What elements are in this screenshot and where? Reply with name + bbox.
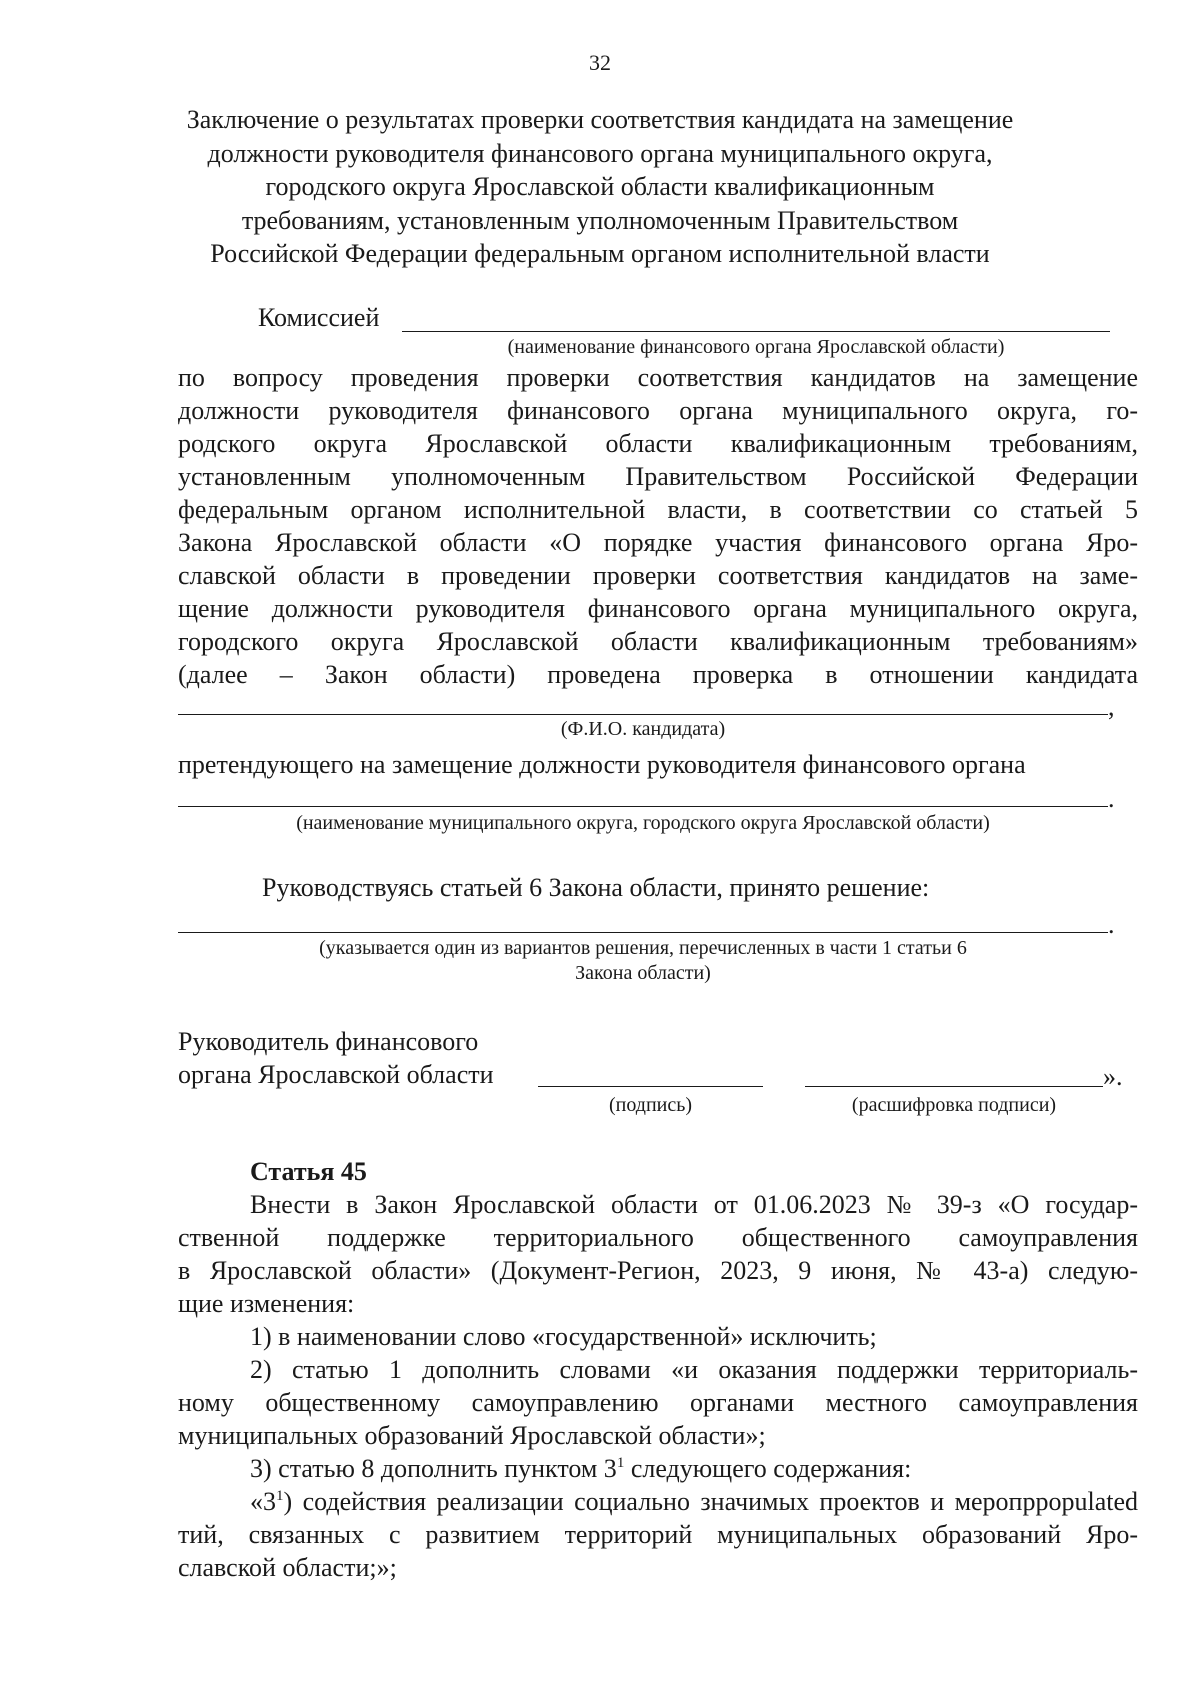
- document-title: [150, 103, 1050, 271]
- quote-open: «3: [250, 1487, 276, 1516]
- body-line: по вопросу проведения проверки соответствия кандидатов на замещение: [178, 363, 1138, 392]
- article-intro-line: ственной поддержке территориального общественного самоуправления: [178, 1223, 1138, 1252]
- decision-caption-line1: (указывается один из вариантов решения, перечисленных в части 1 статьи 6: [319, 937, 967, 959]
- article-item-2-line: муниципальных образований Ярославской области»;: [178, 1421, 766, 1450]
- title-line: требованиям, установленным уполномоченным Правительством: [241, 205, 959, 235]
- municipality-caption: (наименование муниципального округа, городского округа Ярославской области): [296, 812, 990, 834]
- title-line: городского округа Ярославской области квалификационным: [265, 172, 935, 201]
- body-line: городского округа Ярославской области квалификационным требованиям»: [178, 627, 1138, 656]
- decision-lead: Руководствуясь статьей 6 Закона области, принято решение:: [262, 873, 930, 902]
- commission-caption: (наименование финансового органа Ярославской области): [507, 336, 1005, 358]
- item3-superscript: 1: [616, 1455, 625, 1471]
- body-line: установленным уполномоченным Правительством Российской Федерации: [178, 462, 1138, 491]
- candidate-trail: ,: [1108, 692, 1115, 721]
- article-quote-line3: славской области;»;: [178, 1553, 397, 1582]
- item3-text-end: следующего содержания:: [624, 1454, 912, 1483]
- body-line: (далее – Закон области) проведена проверка в отношении кандидата: [178, 660, 1138, 689]
- article-intro-line: щие изменения:: [178, 1289, 355, 1318]
- article-intro-line: в Ярославской области» (Документ-Регион, 2023, 9 июня, № 43-а) следую-: [178, 1256, 1138, 1285]
- signature-title-line1: Руководитель финансового: [178, 1027, 479, 1056]
- article-heading: Статья 45: [250, 1157, 367, 1186]
- body-line: родского округа Ярославской области квалификационным требованиям,: [178, 429, 1138, 458]
- commission-label: Комиссией: [258, 303, 380, 332]
- body-line: федеральным органом исполнительной власти, в соответствии со статьей 5: [178, 495, 1138, 524]
- decision-blank-line: [178, 932, 1108, 933]
- decode-caption: (расшифровка подписи): [851, 1094, 1057, 1116]
- signature-trail: ».: [1103, 1062, 1123, 1091]
- municipality-trail: .: [1108, 784, 1115, 813]
- title-line: Заключение о результатах проверки соответствия кандидата на замещение: [186, 105, 1014, 134]
- quote-text: ) содействия реализации социально значимых проектов и меропрpopulated: [283, 1487, 1138, 1516]
- title-line: Российской Федерации федеральным органом исполнительной власти: [210, 239, 990, 268]
- decision-trail: .: [1108, 910, 1115, 939]
- article-quote-line2: тий, связанных с развитием территорий муниципальных образований Яро-: [178, 1520, 1138, 1549]
- signature-blank-line: [538, 1086, 763, 1087]
- signature-title-line2: органа Ярославской области: [178, 1060, 494, 1089]
- pretend-line: претендующего на замещение должности руководителя финансового органа: [178, 750, 1026, 779]
- title-line: должности руководителя финансового органа муниципального округа,: [207, 138, 993, 168]
- body-line: должности руководителя финансового органа муниципального округа, го-: [178, 396, 1138, 425]
- article-item-2-line: ному общественному самоуправлению органами местного самоуправления: [178, 1388, 1138, 1417]
- article-quote-line1: [250, 1487, 1138, 1517]
- article-item-2-line: 2) статью 1 дополнить словами «и оказания поддержки территориаль-: [250, 1355, 1138, 1384]
- article-item-1: 1) в наименовании слово «государственной» исключить;: [250, 1322, 877, 1351]
- page-number: 32: [589, 50, 611, 75]
- signature-caption: (подпись): [608, 1094, 693, 1116]
- item3-text: 3) статью 8 дополнить пунктом 3: [250, 1454, 617, 1483]
- signature-decode-blank-line: [805, 1086, 1103, 1087]
- candidate-blank-line: [178, 714, 1108, 715]
- candidate-caption: (Ф.И.О. кандидата): [560, 718, 726, 740]
- article-item-3: [250, 1454, 911, 1484]
- municipality-blank-line: [178, 806, 1108, 807]
- quote-superscript: 1: [276, 1488, 284, 1504]
- decision-caption-line2: Закона области): [575, 962, 711, 984]
- article-intro-line: Внести в Закон Ярославской области от 01.06.2023 № 39-з «О государ-: [250, 1190, 1138, 1219]
- body-line: Закона Ярославской области «О порядке участия финансового органа Яро-: [178, 528, 1138, 557]
- body-line: щение должности руководителя финансового органа муниципального округа,: [178, 594, 1138, 623]
- body-line: славской области в проведении проверки соответствия кандидатов на заме-: [178, 561, 1138, 590]
- commission-blank-line: [402, 331, 1110, 332]
